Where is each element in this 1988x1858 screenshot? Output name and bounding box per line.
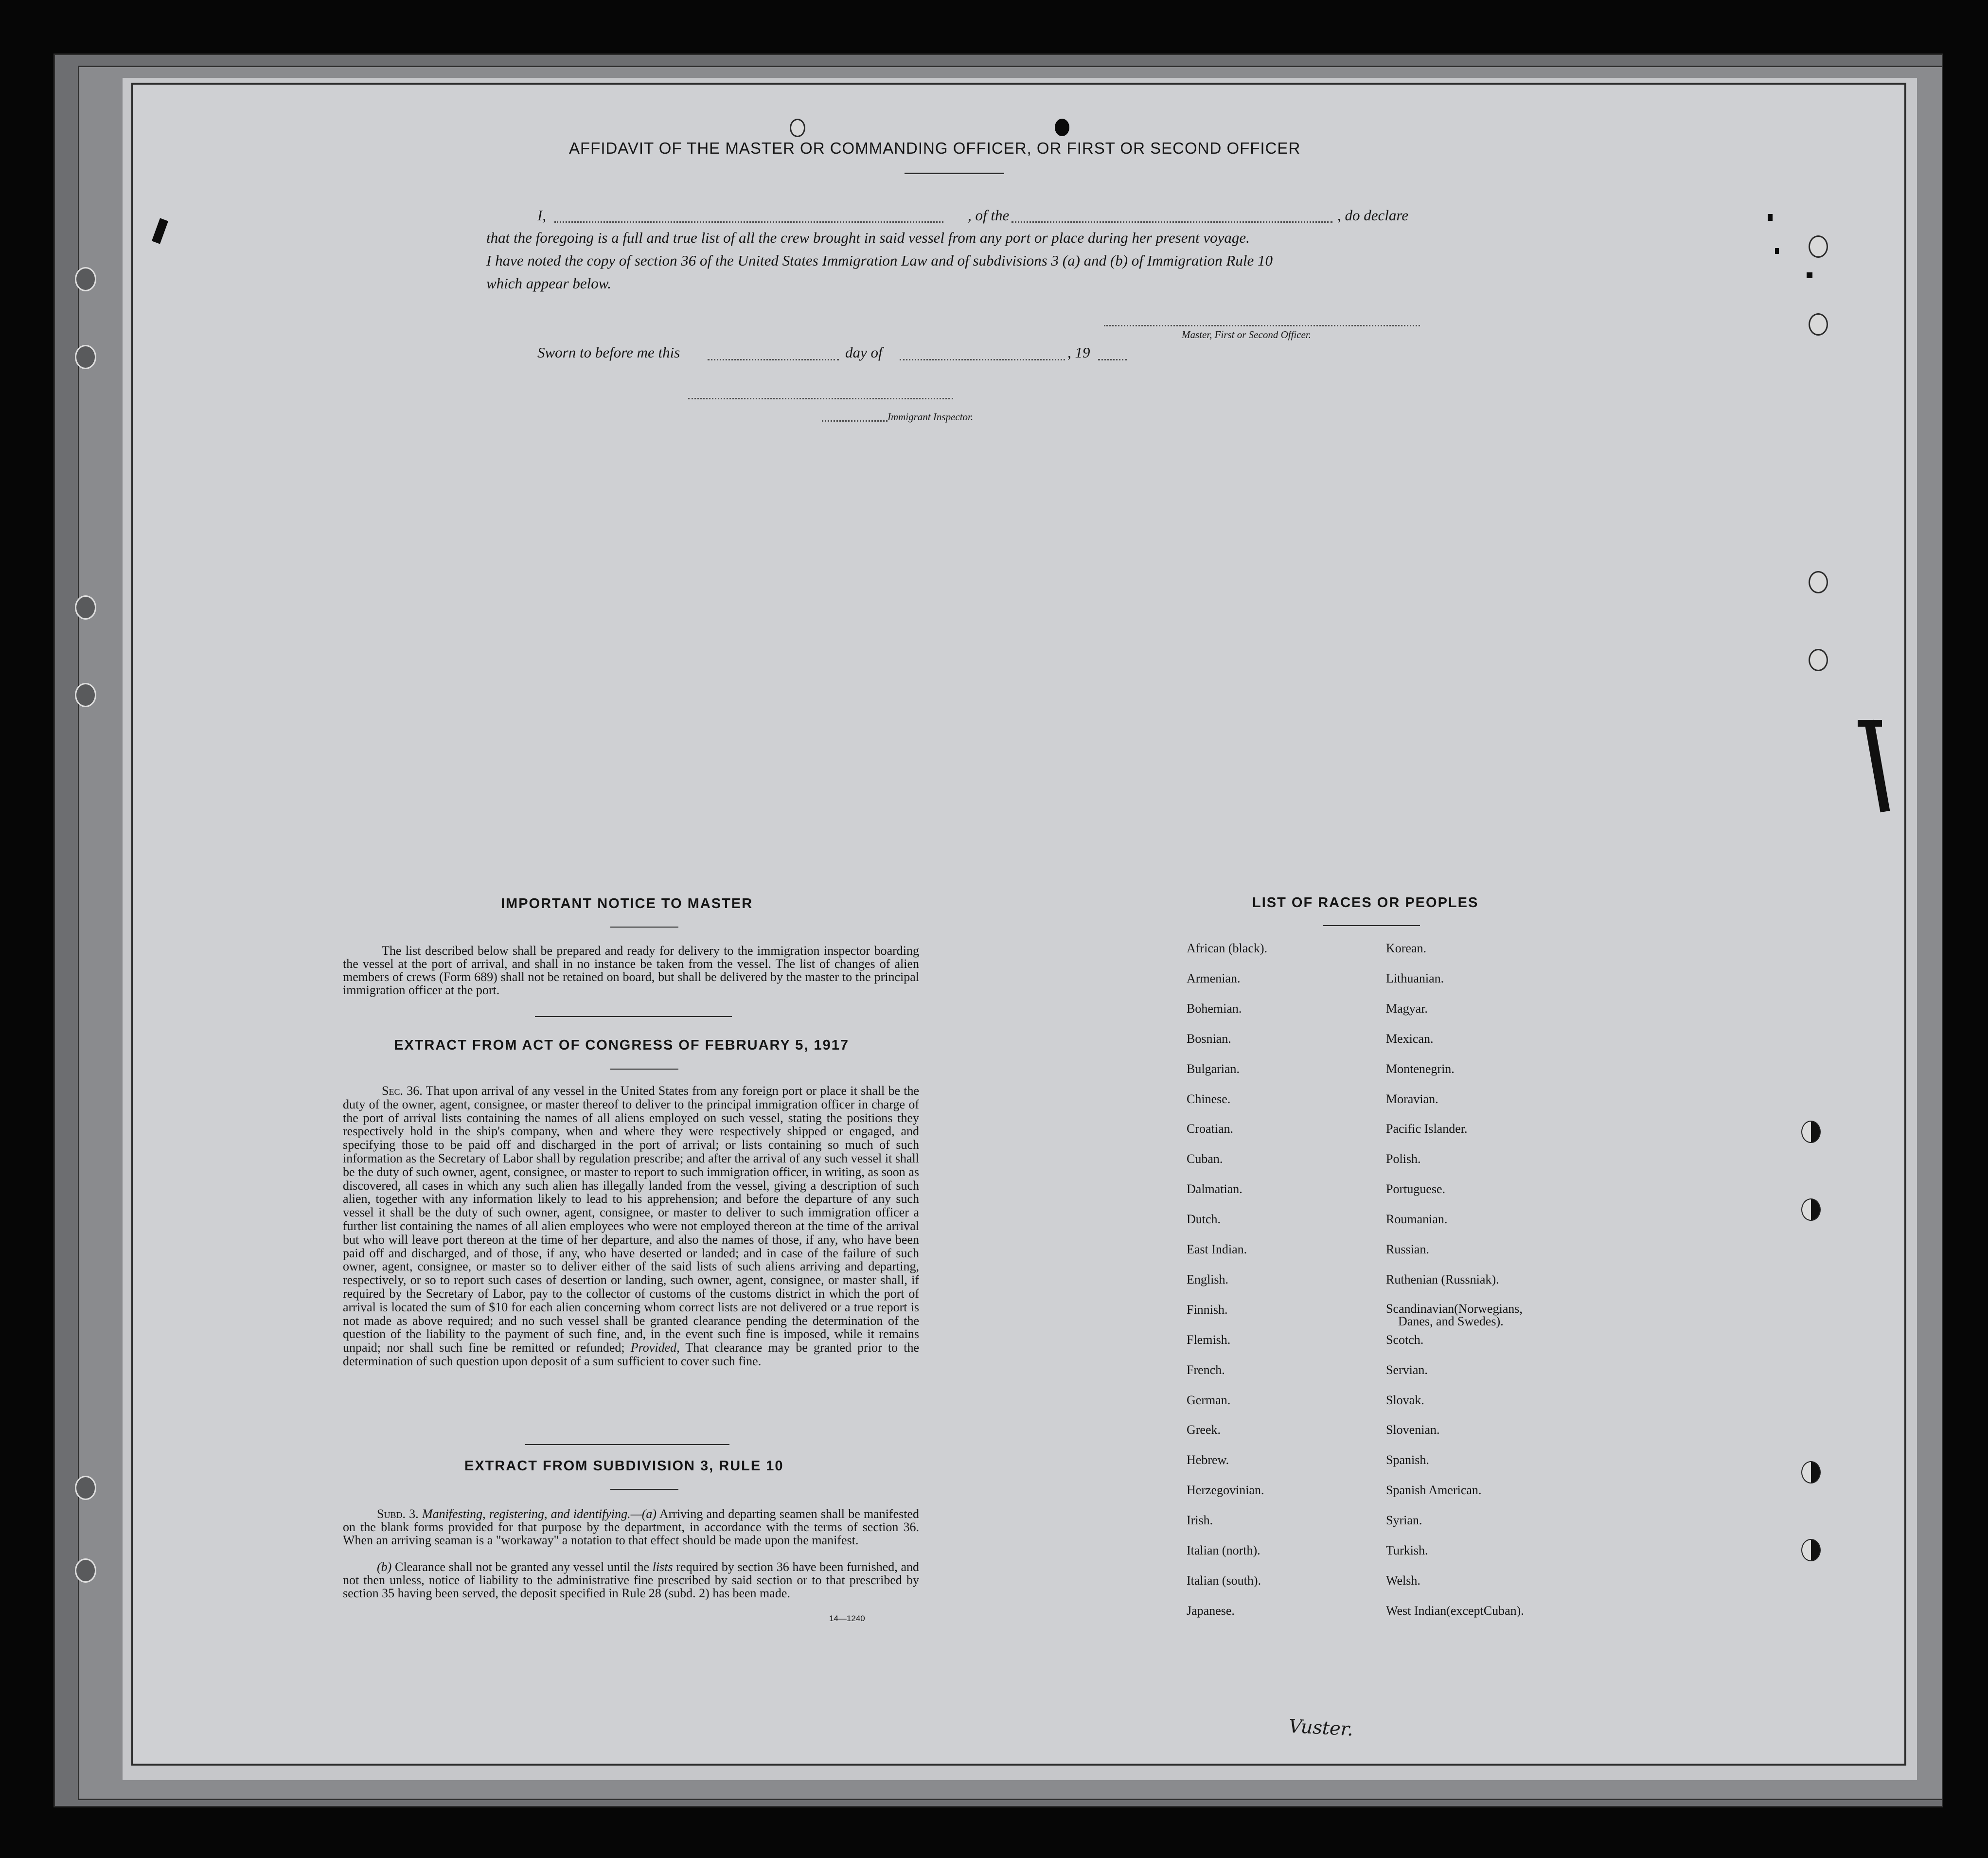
act-rule [610,1069,678,1070]
race-item: Scotch. [1386,1332,1424,1347]
race-item: Armenian. [1187,971,1241,985]
race-item: Dalmatian. [1187,1182,1242,1197]
race-item: Polish. [1386,1152,1421,1166]
race-item: Cuban. [1187,1152,1223,1166]
race-item: Bohemian. [1187,1001,1242,1016]
race-item: African (black). [1187,941,1268,955]
race-item: East Indian. [1187,1242,1247,1256]
race-item: Herzegovinian. [1187,1483,1264,1498]
notice-rule [610,927,678,928]
race-item: Slovak. [1386,1393,1424,1407]
rule-b-label: (b) [377,1560,392,1574]
affidavit-line-2: I have noted the copy of section 36 of the United States Immigration Law and of subdivisions 3 (a) and (b) of Immigration Rule 10 [486,252,1273,269]
year-label: , 19 [1067,344,1090,361]
notice-text: The list described below shall be prepared and ready for delivery to the immigration inspector boarding the vessel at the port of arrival, and shall in no instance be taken from the vessel. The list of changes of alien members of crews (Form 689) shall not be retained on board, but shall be delivered by the master to the principal immigration officer at the port. [343,944,919,997]
form-number: 14—1240 [829,1614,865,1623]
race-item: Slovenian. [1386,1423,1440,1437]
sworn-month-field[interactable] [900,359,1065,360]
race-item: Italian (south). [1187,1573,1261,1588]
rule-b-text-1: Clearance shall not be granted any vessel until the [395,1560,650,1574]
race-item: Moravian. [1386,1091,1438,1106]
race-item: Spanish. [1386,1453,1429,1467]
race-item: Russian. [1386,1242,1429,1256]
proviso-text: That clearance may be granted prior to the determination of such question upon deposit of a sum sufficient to cover such fine. [343,1340,920,1368]
subd-label: Subd. 3. [377,1507,419,1521]
race-item: English. [1187,1272,1228,1286]
races-title: LIST OF RACES OR PEOPLES [1252,895,1479,911]
act-extract-title: EXTRACT FROM ACT OF CONGRESS OF FEBRUARY 5, 1917 [394,1037,850,1053]
ink-stroke [1858,720,1882,727]
divider [525,1444,729,1445]
race-item: Greek. [1187,1423,1221,1437]
act-text: That upon arrival of any vessel in the United States from any foreign port or place it shall be the duty of the owner, agent, consignee, or master thereof to deliver to the principal immigration officer in charge of the port of arrival lists containing the names of all aliens employed on such vessel, stating the positions they respectively hold in the ship's company, when and where they were respectively shipped or engaged, and specifying those to be paid off and discharged in the port of arrival; or lists containing so much of such information as the Secretary of Labor shall by regulation prescribe; and after the arrival of any such vessel it shall be the duty of such owner, agent, consignee, or master to report to such immigration officer, in writing, as soon as discovered, all cases in which any such alien has illegally landed from the vessel, giving a description of such alien, together with any information likely to lead to his apprehension; and before the departure of any such vessel it shall be the duty of such owner, agent, consignee, or master to deliver to such immigration officer a further list containing the names of all alien employees who were not employed thereon at the time of the arrival but who will leave port thereon at the time of her departure, and also the names of those, if any, who have been paid off and discharged, and of those, if any, who have deserted or landed; and in case of the failure of such owner, agent, consignee, or master so to deliver either of the said lists of such aliens arriving and departing, respectively, or so to report such cases of desertion or landing, such owner, agent, consignee, or master shall, if required by the Secretary of Labor, pay to the collector of customs of the customs district in which the port of arrival is located the sum of $10 for each alien concerning whom correct lists are not delivered or a true report is not made as above required; and no such vessel shall be granted clearance pending the determination of the question of the liability to the payment of such fine, and, in the event such fine is imposed, while it remains unpaid; nor shall such fine be remitted or refunded; [343,1084,920,1355]
race-item: Irish. [1187,1513,1213,1528]
inspector-caption: Immigrant Inspector. [888,411,974,423]
race-item: French. [1187,1362,1225,1377]
act-extract-body [343,1084,919,1368]
officer-caption: Master, First or Second Officer. [1182,329,1311,340]
handwritten-note: Vuster. [1288,1715,1354,1740]
race-item: German. [1187,1393,1231,1407]
race-item: Ruthenian (Russniak). [1386,1272,1499,1286]
race-item: Syrian. [1386,1513,1422,1528]
binder-hole [75,345,96,369]
binder-hole [1801,1121,1821,1143]
binder-hole [75,1558,96,1583]
notice-body [343,944,919,997]
notice-title: IMPORTANT NOTICE TO MASTER [501,896,753,911]
name-field[interactable] [554,221,943,223]
ink-speck [1807,272,1812,278]
of-the-label: , of the [968,207,1010,224]
rule-para-a [343,1507,919,1547]
race-item: Magyar. [1386,1001,1428,1016]
rule-extract-title: EXTRACT FROM SUBDIVISION 3, RULE 10 [464,1458,784,1474]
i-label: I, [537,207,547,224]
binder-hole [75,595,96,620]
binder-hole [75,267,96,291]
title-rule [905,173,1004,174]
race-item: Scandinavian(Norwegians, Danes, and Swedes). [1386,1301,1523,1328]
race-item: Hebrew. [1187,1453,1229,1467]
race-item: Welsh. [1386,1573,1420,1588]
sworn-day-field[interactable] [708,359,839,360]
binder-hole [1809,313,1828,336]
race-item: Pacific Islander. [1386,1122,1468,1136]
affidavit-line-1: that the foregoing is a full and true list of all the crew brought in said vessel from any port or place during her present voyage. [486,229,1250,246]
vessel-field[interactable] [1012,221,1332,223]
race-item: Montenegrin. [1386,1061,1455,1076]
race-item: Lithuanian. [1386,971,1444,985]
binder-hole [1809,571,1828,593]
ink-speck [1775,248,1779,254]
rule-b-lists: lists [652,1560,673,1574]
race-item: Turkish. [1386,1543,1428,1557]
race-item: Bosnian. [1187,1031,1231,1046]
binder-hole [1809,649,1828,671]
inspector-signature-field-2[interactable] [822,420,888,422]
sworn-year-field[interactable] [1098,359,1127,360]
binder-hole [75,1476,96,1500]
declare-label: , do declare [1337,207,1409,224]
race-item: Bulgarian. [1187,1061,1240,1076]
proviso-word: Provided, [630,1340,680,1355]
races-rule [1323,925,1420,926]
binder-hole [75,683,96,707]
rule-heading: Manifesting, registering, and identifying.—(a) [422,1507,657,1521]
race-item: Dutch. [1187,1212,1221,1227]
section-label: Sec. 36. [382,1084,423,1098]
race-item: Flemish. [1187,1332,1231,1347]
race-item: Servian. [1386,1362,1428,1377]
race-item: Spanish American. [1386,1483,1482,1498]
binder-hole [1801,1461,1821,1483]
binder-hole [1055,119,1069,136]
race-item: Roumanian. [1386,1212,1448,1227]
ink-speck [1768,214,1773,221]
rule-rule [610,1489,678,1490]
race-item: West Indian(exceptCuban). [1386,1603,1524,1618]
race-item: Mexican. [1386,1031,1434,1046]
affidavit-title: AFFIDAVIT OF THE MASTER OR COMMANDING OFFICER, OR FIRST OR SECOND OFFICER [569,139,1301,157]
race-item: Chinese. [1187,1091,1231,1106]
race-item: Portuguese. [1386,1182,1446,1197]
rule-b-text-2: required by section 36 have been furnished, and not then unless, notice of liability to the administrative fine prescribed by said section or to that prescribed by section 35 having been served, the deposit specified in Rule 28 (subd. 2) has been made. [343,1560,920,1600]
inspector-signature-field[interactable] [688,398,953,399]
day-of-label: day of [845,344,883,361]
race-item: Croatian. [1187,1122,1234,1136]
binder-hole [1801,1198,1821,1221]
officer-signature-field[interactable] [1104,325,1420,326]
binder-hole [790,119,805,137]
sworn-label: Sworn to before me this [537,344,680,361]
binder-hole [1809,235,1828,258]
race-item: Finnish. [1187,1302,1228,1317]
affidavit-line-3: which appear below. [486,275,611,292]
rule-para-b [343,1560,919,1600]
race-item: Japanese. [1187,1603,1235,1618]
race-item: Italian (north). [1187,1543,1260,1557]
rule-a-text: Arriving and departing seamen shall be manifested on the blank forms provided for that purpose by the department, in accordance with the terms of section 36. When an arriving seaman is a "workaway" a notation to that effect should be made upon the manifest. [343,1507,920,1547]
race-item: Korean. [1386,941,1427,955]
binder-hole [1801,1539,1821,1561]
divider [535,1016,732,1017]
